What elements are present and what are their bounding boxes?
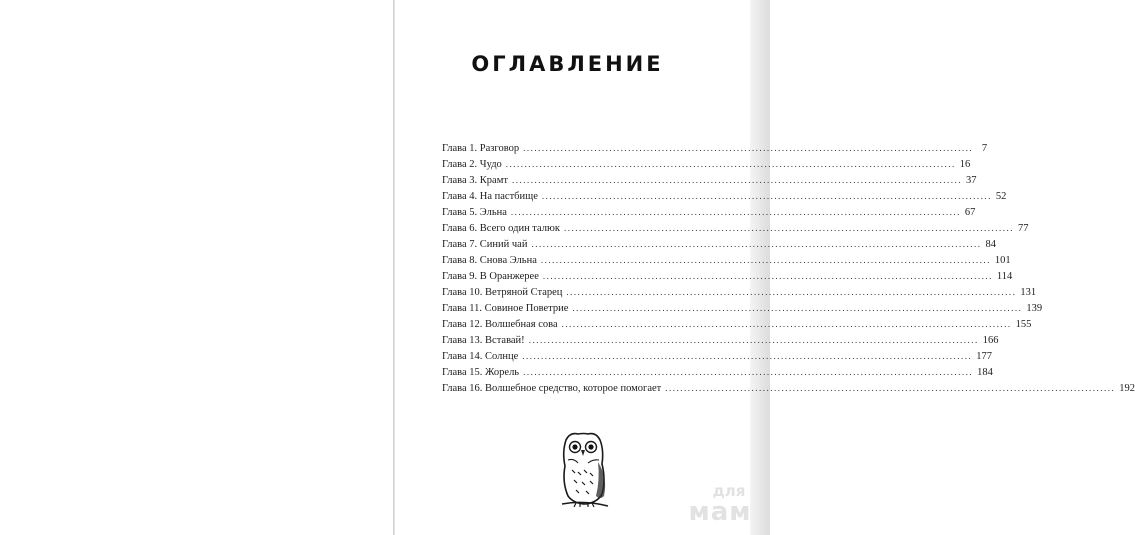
toc-chapter-title: Глава 1. Разговор — [442, 143, 520, 154]
toc-dot-leader: ........................................................................................................................ — [542, 271, 993, 281]
watermark-line1: для — [712, 482, 746, 500]
left-page — [0, 0, 394, 535]
toc-page-number: 16 — [959, 159, 971, 170]
toc-page-number: 131 — [1020, 287, 1037, 298]
toc-dot-leader: ........................................................................................................................ — [566, 287, 1017, 297]
toc-chapter-title: Глава 13. Вставай! — [442, 335, 525, 346]
toc-page-number: 114 — [996, 271, 1013, 282]
toc-page-number: 166 — [982, 335, 999, 346]
toc-page-number: 139 — [1026, 303, 1043, 314]
toc-dot-leader: ........................................................................................................................ — [541, 191, 992, 201]
toc-page-number: 101 — [994, 255, 1011, 266]
toc-dot-leader: ........................................................................................................................ — [522, 351, 973, 361]
toc-chapter-title: Глава 4. На пастбище — [442, 191, 538, 202]
toc-chapter-title: Глава 10. Ветряной Старец — [442, 287, 563, 298]
toc-page-number: 184 — [977, 367, 993, 378]
page-title: ОГЛАВЛЕНИЕ — [471, 52, 664, 76]
toc-chapter-title: Глава 2. Чудо — [442, 159, 502, 170]
toc-chapter-title: Глава 12. Волшебная сова — [442, 319, 558, 330]
toc-row — [442, 140, 988, 156]
toc-row — [442, 332, 999, 348]
toc-dot-leader: ........................................................................................................................ — [523, 143, 974, 153]
toc-row — [442, 236, 996, 252]
toc-dot-leader: ........................................................................................................................ — [540, 255, 991, 265]
toc-page-number: 192 — [1119, 383, 1135, 394]
toc-chapter-title: Глава 7. Синий чай — [442, 239, 528, 250]
toc-dot-leader: ........................................................................................................................ — [523, 367, 974, 377]
toc-row — [442, 268, 1013, 284]
toc-chapter-title: Глава 16. Волшебное средство, которое помогает — [442, 383, 662, 394]
toc-dot-leader: ........................................................................................................................ — [505, 159, 956, 169]
toc-page-number: 155 — [1015, 319, 1032, 330]
toc-row — [442, 348, 993, 364]
toc-chapter-title: Глава 9. В Оранжерее — [442, 271, 539, 282]
toc-dot-leader: ........................................................................................................................ — [531, 239, 982, 249]
toc-chapter-title: Глава 3. Крамт — [442, 175, 508, 186]
toc-chapter-title: Глава 14. Солнце — [442, 351, 519, 362]
toc-page-number: 77 — [1017, 223, 1029, 234]
toc-row — [442, 364, 993, 380]
toc-dot-leader: ........................................................................................................................ — [665, 383, 1116, 393]
owl-illustration-icon — [548, 430, 618, 510]
toc-row — [442, 316, 1032, 332]
toc-row — [442, 204, 976, 220]
toc-row — [442, 156, 971, 172]
toc-row — [442, 188, 1007, 204]
toc-row — [442, 300, 1043, 316]
toc-row — [442, 380, 1135, 396]
table-of-contents — [442, 140, 1135, 396]
toc-dot-leader: ........................................................................................................................ — [510, 207, 961, 217]
toc-row — [442, 252, 1011, 268]
toc-chapter-title: Глава 11. Совиное Поветрие — [442, 303, 569, 314]
toc-page-number: 84 — [985, 239, 996, 250]
toc-page-number: 67 — [964, 207, 976, 218]
toc-row — [442, 220, 1029, 236]
toc-chapter-title: Глава 5. Эльна — [442, 207, 507, 218]
toc-chapter-title: Глава 15. Жорель — [442, 367, 520, 378]
watermark — [684, 484, 756, 525]
toc-page-number: 37 — [965, 175, 977, 186]
toc-chapter-title: Глава 6. Всего один талюк — [442, 223, 560, 234]
toc-dot-leader: ........................................................................................................................ — [528, 335, 979, 345]
toc-page-number: 52 — [995, 191, 1007, 202]
toc-row — [442, 172, 977, 188]
toc-dot-leader: ........................................................................................................................ — [563, 223, 1014, 233]
toc-chapter-title: Глава 8. Снова Эльна — [442, 255, 537, 266]
toc-dot-leader: ........................................................................................................................ — [572, 303, 1023, 313]
toc-row — [442, 284, 1037, 300]
watermark-line2: мам — [688, 497, 752, 527]
toc-page-number: 177 — [976, 351, 993, 362]
toc-dot-leader: ........................................................................................................................ — [511, 175, 962, 185]
toc-dot-leader: ........................................................................................................................ — [561, 319, 1012, 329]
toc-page-number: 7 — [981, 143, 988, 154]
